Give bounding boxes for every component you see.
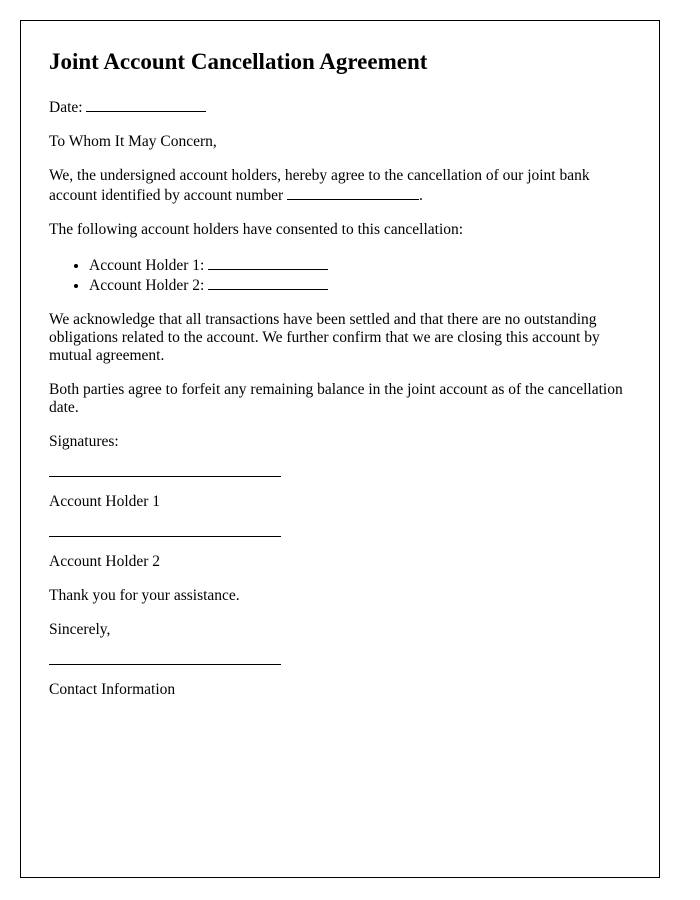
paragraph-account-end: . [419, 187, 423, 204]
signature-line-1[interactable] [49, 476, 281, 477]
list-item [89, 255, 633, 275]
account-number-blank[interactable] [287, 185, 419, 200]
holder-1-label: Account Holder 1: [89, 257, 205, 274]
signature-spacer [49, 451, 633, 476]
thanks-line: Thank you for your assistance. [49, 587, 240, 604]
list-item [89, 275, 633, 295]
document-title: Joint Account Cancellation Agreement [49, 49, 428, 74]
date-label: Date: [49, 99, 83, 116]
holder-2-label: Account Holder 2: [89, 277, 205, 294]
paragraph-acknowledge: We acknowledge that all transactions have been settled and that there are no outstanding obligations related to the account. We further confirm that we are closing this account by mutual agreement. [49, 311, 600, 364]
signature-1-label: Account Holder 1 [49, 493, 161, 510]
signature-spacer [49, 511, 633, 536]
holder-1-blank[interactable] [208, 255, 328, 270]
contact-label: Contact Information [49, 681, 176, 698]
signature-line-2[interactable] [49, 536, 281, 537]
signatures-label: Signatures: [49, 433, 119, 450]
document-page [20, 20, 660, 878]
closing-line: Sincerely, [49, 621, 111, 638]
signature-2-label: Account Holder 2 [49, 553, 161, 570]
paragraph-forfeit: Both parties agree to forfeit any remaining balance in the joint account as of the cancellation date. [49, 381, 623, 416]
date-blank[interactable] [86, 97, 206, 112]
holders-list [49, 255, 633, 295]
signature-line-closing[interactable] [49, 664, 281, 665]
document-content [49, 47, 633, 715]
paragraph-account-text: We, the undersigned account holders, hereby agree to the cancellation of our joint bank account identified by account number [49, 167, 590, 204]
signature-spacer [49, 639, 633, 664]
date-line [49, 97, 633, 117]
holder-2-blank[interactable] [208, 275, 328, 290]
paragraph-consent: The following account holders have consented to this cancellation: [49, 221, 464, 238]
salutation: To Whom It May Concern, [49, 133, 217, 150]
paragraph-account-number [49, 167, 633, 205]
